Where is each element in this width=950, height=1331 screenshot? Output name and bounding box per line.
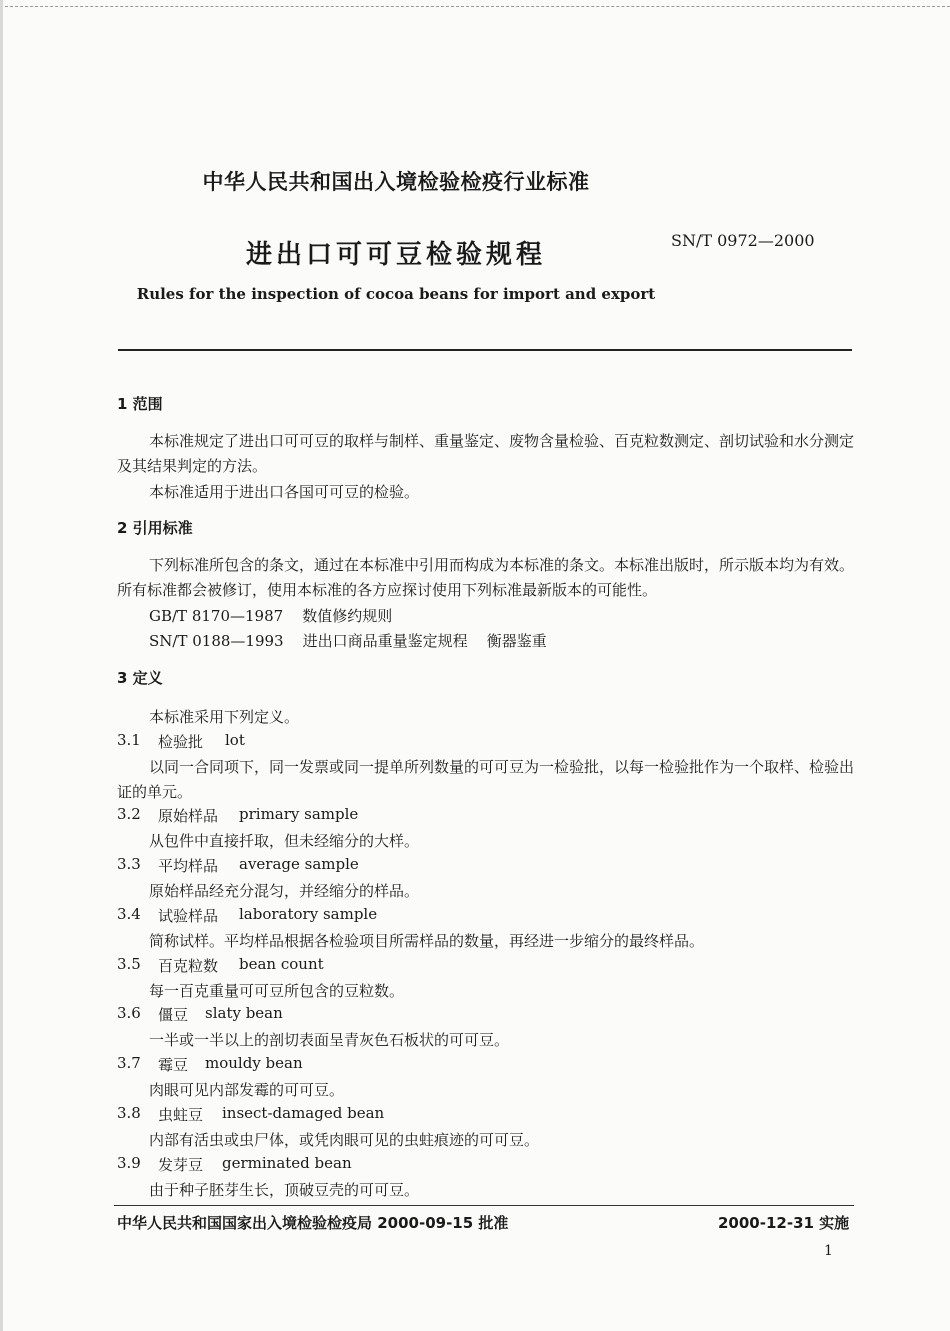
definition-english: mouldy bean [205, 1054, 303, 1072]
definition-description: 肉眼可见内部发霉的可可豆。 [149, 1081, 345, 1099]
header-rule [118, 349, 852, 351]
definition-english: bean count [239, 955, 324, 973]
section-3-heading: 3 定义 [117, 669, 163, 687]
definition-number: 3.2 [117, 805, 141, 823]
definition-english: lot [225, 731, 245, 749]
definition-number: 3.5 [117, 955, 141, 973]
definition-description: 每一百克重量可可豆所包含的豆粒数。 [149, 982, 405, 1000]
page-number: 1 [824, 1243, 833, 1259]
definition-description: 简称试样。平均样品根据各检验项目所需样品的数量，再经进一步缩分的最终样品。 [149, 932, 705, 950]
footer-rule [114, 1205, 854, 1206]
definition-english: germinated bean [222, 1154, 352, 1172]
reference-gb-t-8170: GB/T 8170—1987 数值修约规则 [149, 607, 393, 625]
section-1-paragraph-2: 本标准适用于进出口各国可可豆的检验。 [149, 483, 420, 501]
definition-term: 平均样品 [158, 857, 219, 875]
section-3-intro: 本标准采用下列定义。 [149, 708, 300, 726]
section-2-heading: 2 引用标准 [117, 519, 193, 537]
definition-english: insect-damaged bean [222, 1104, 385, 1122]
definition-number: 3.7 [117, 1054, 141, 1072]
implementation-date: 2000-12-31 实施 [718, 1214, 850, 1232]
definition-term: 霉豆 [158, 1056, 189, 1074]
definition-number: 3.8 [117, 1104, 141, 1122]
issuing-organization: 中华人民共和国出入境检验检疫行业标准 [202, 170, 590, 194]
section-1-paragraph-1 [117, 429, 855, 479]
definition-english: primary sample [239, 805, 359, 823]
definition-number: 3.1 [117, 731, 141, 749]
definition-description: 从包件中直接扦取，但未经缩分的大样。 [149, 832, 420, 850]
section-1-heading: 1 范围 [117, 395, 163, 413]
definition-term: 虫蛀豆 [158, 1106, 204, 1124]
english-title: Rules for the inspection of cocoa beans for import and export [136, 285, 656, 303]
definition-term: 原始样品 [158, 807, 219, 825]
definition-number: 3.6 [117, 1004, 141, 1022]
paragraph-text: 本标准规定了进出口可可豆的取样与制样、重量鉴定、废物含量检验、百克粒数测定、剖切试验和水分测定及其结果判定的方法。 [117, 432, 855, 475]
paragraph-text: 下列标准所包含的条文，通过在本标准中引用而构成为本标准的条文。本标准出版时，所示版本均为有效。所有标准都会被修订，使用本标准的各方应探讨使用下列标准最新版本的可能性。 [117, 556, 855, 599]
standard-code: SN/T 0972—2000 [671, 231, 815, 250]
definition-description [117, 755, 855, 805]
definition-english: average sample [239, 855, 359, 873]
definition-number: 3.9 [117, 1154, 141, 1172]
scan-left-edge [0, 0, 3, 1331]
definition-description: 原始样品经充分混匀，并经缩分的样品。 [149, 882, 420, 900]
definition-number: 3.3 [117, 855, 141, 873]
definition-term: 试验样品 [158, 907, 219, 925]
section-2-paragraph-1 [117, 553, 855, 603]
definition-description: 一半或一半以上的剖切表面呈青灰色石板状的可可豆。 [149, 1031, 510, 1049]
approval-statement: 中华人民共和国国家出入境检验检疫局 2000-09-15 批准 [117, 1214, 509, 1232]
definition-english: slaty bean [205, 1004, 283, 1022]
reference-sn-t-0188: SN/T 0188—1993 进出口商品重量鉴定规程 衡器鉴重 [149, 632, 547, 650]
definition-term: 百克粒数 [158, 957, 219, 975]
definition-description: 由于种子胚芽生长，顶破豆壳的可可豆。 [149, 1181, 420, 1199]
definition-term: 发芽豆 [158, 1156, 204, 1174]
definition-number: 3.4 [117, 905, 141, 923]
scan-top-edge [0, 0, 950, 7]
definition-description: 内部有活虫或虫尸体，或凭肉眼可见的虫蛀痕迹的可可豆。 [149, 1131, 540, 1149]
paragraph-text: 以同一合同项下，同一发票或同一提单所列数量的可可豆为一检验批，以每一检验批作为一个取样、检验出证的单元。 [117, 758, 855, 801]
document-title: 进出口可可豆检验规程 [245, 240, 546, 270]
definition-term: 检验批 [158, 733, 204, 751]
definition-term: 僵豆 [158, 1006, 189, 1024]
definition-english: laboratory sample [239, 905, 378, 923]
